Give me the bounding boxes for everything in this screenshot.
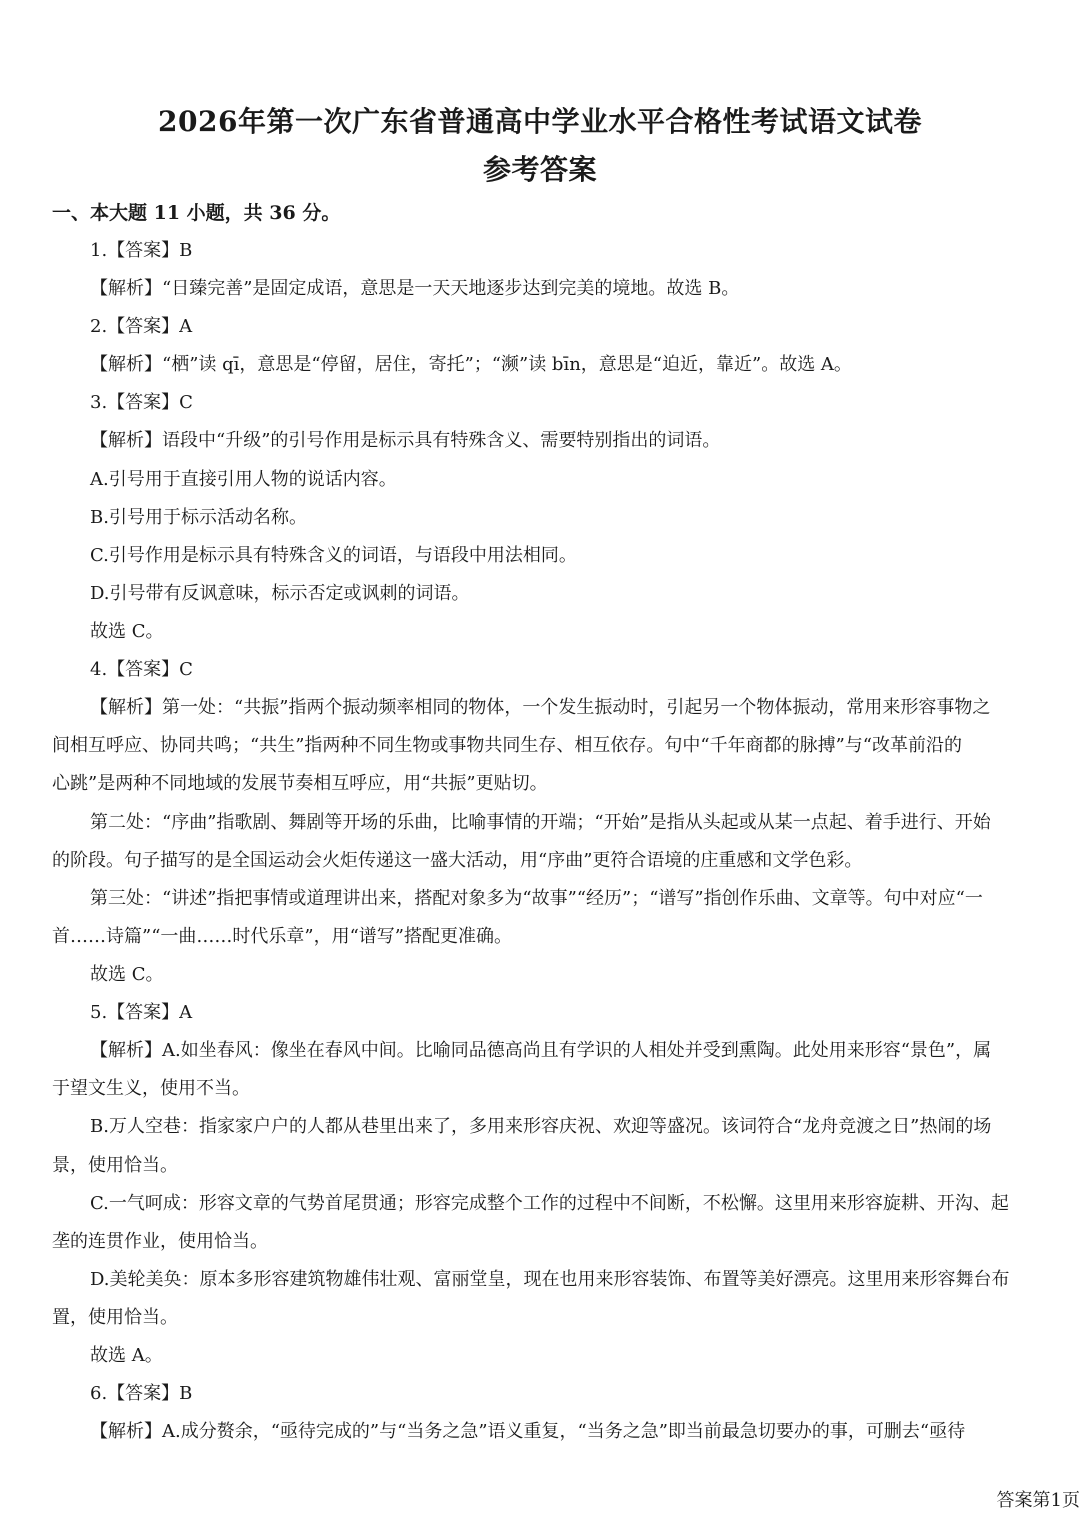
text-line: D.引号带有反讽意味，标示否定或讽刺的词语。 — [90, 583, 470, 604]
text-line: 6.【答案】B — [90, 1383, 193, 1404]
text-line: 【解析】语段中“升级”的引号作用是标示具有特殊含义、需要特别指出的词语。 — [90, 430, 721, 451]
text-line: 间相互呼应、协同共鸣；“共生”指两种不同生物或事物共同生存、相互依存。句中“千年商都的脉搏”与“改革前沿的 — [52, 735, 963, 756]
text-line: 置，使用恰当。 — [52, 1307, 178, 1328]
text-line: 故选 C。 — [90, 621, 164, 642]
text-line: C.一气呵成：形容文章的气势首尾贯通；形容完成整个工作的过程中不间断，不松懈。这里用来形容旋耕、开沟、起 — [90, 1193, 1009, 1214]
text-line: 故选 A。 — [90, 1345, 163, 1366]
text-line: 首……诗篇”“一曲……时代乐章”，用“谱写”搭配更准确。 — [52, 926, 513, 947]
text-line: 【解析】第一处：“共振”指两个振动频率相同的物体，一个发生振动时，引起另一个物体振动，常用来形容事物之 — [90, 697, 991, 718]
text-line: 第三处：“讲述”指把事情或道理讲出来，搭配对象多为“故事”“经历”；“谱写”指创作乐曲、文章等。句中对应“一 — [90, 888, 983, 909]
text-line: 第二处：“序曲”指歌剧、舞剧等开场的乐曲，比喻事情的开端；“开始”是指从头起或从某一点起、着手进行、开始 — [90, 812, 991, 833]
text-line: D.美轮美奂：原本多形容建筑物雄伟壮观、富丽堂皇，现在也用来形容装饰、布置等美好漂亮。这里用来形容舞台布 — [90, 1269, 1010, 1290]
text-line: 2.【答案】A — [90, 316, 193, 337]
text-line: B.引号用于标示活动名称。 — [90, 507, 307, 528]
text-line: 4.【答案】C — [90, 659, 193, 680]
text-line: 【解析】A.如坐春风：像坐在春风中间。比喻同品德高尚且有学识的人相处并受到熏陶。此处用来形容“景色”，属 — [90, 1040, 992, 1061]
document-title: 2026年第一次广东省普通高中学业水平合格性考试语文试卷 — [158, 105, 922, 138]
text-line: C.引号作用是标示具有特殊含义的词语，与语段中用法相同。 — [90, 545, 577, 566]
text-line: 于望文生义，使用不当。 — [52, 1078, 250, 1099]
text-line: 3.【答案】C — [90, 392, 193, 413]
text-line: 垄的连贯作业，使用恰当。 — [52, 1231, 268, 1252]
page-number-footer: 答案第1页 — [996, 1490, 1080, 1511]
text-line: 心跳”是两种不同地域的发展节奏相互呼应，用“共振”更贴切。 — [52, 773, 548, 794]
section-heading: 一、本大题 11 小题，共 36 分。 — [52, 202, 341, 224]
text-line: 【解析】“日臻完善”是固定成语，意思是一天天地逐步达到完美的境地。故选 B。 — [90, 278, 740, 299]
text-line: 景，使用恰当。 — [52, 1155, 178, 1176]
text-line: 的阶段。句子描写的是全国运动会火炬传递这一盛大活动，用“序曲”更符合语境的庄重感和文学色彩。 — [52, 850, 863, 871]
text-line: 5.【答案】A — [90, 1002, 193, 1023]
text-line: A.引号用于直接引用人物的说话内容。 — [90, 469, 397, 490]
text-line: 故选 C。 — [90, 964, 164, 985]
text-line: 【解析】A.成分赘余，“亟待完成的”与“当务之急”语义重复，“当务之急”即当前最急切要办的事，可删去“亟待 — [90, 1421, 966, 1442]
text-line: B.万人空巷：指家家户户的人都从巷里出来了，多用来形容庆祝、欢迎等盛况。该词符合“龙舟竞渡之日”热闹的场 — [90, 1116, 992, 1137]
text-line: 【解析】“栖”读 qī，意思是“停留，居住，寄托”；“濒”读 bīn，意思是“迫近，靠近”。故选 A。 — [90, 354, 852, 375]
document-subtitle: 参考答案 — [482, 153, 597, 186]
text-line: 1.【答案】B — [90, 240, 193, 261]
